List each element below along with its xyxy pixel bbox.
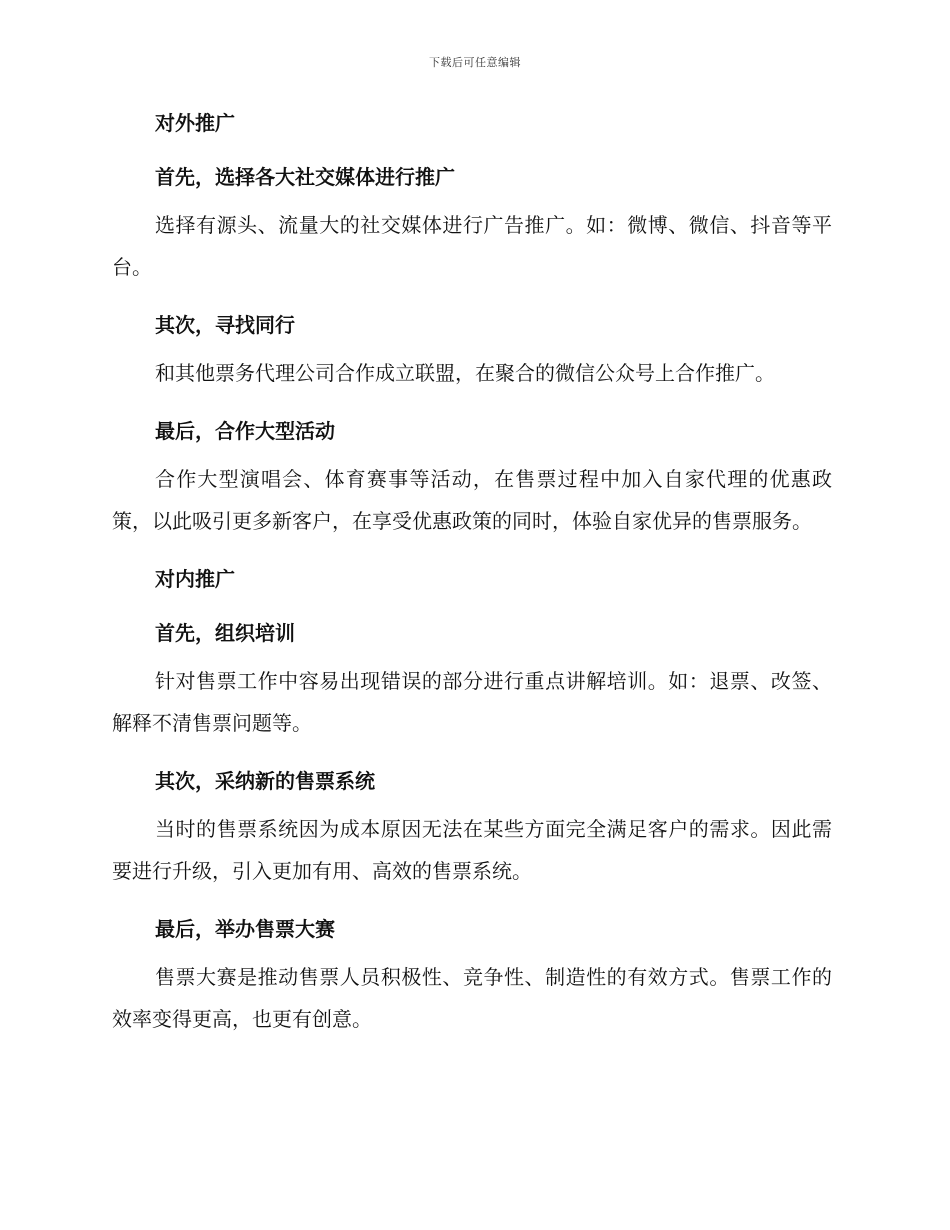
subheading-peers: 其次，寻找同行 — [155, 313, 295, 337]
subheading-social-media: 首先，选择各大社交媒体进行推广 — [155, 165, 455, 189]
subheading-large-events: 最后，合作大型活动 — [155, 419, 335, 443]
paragraph-peers: 和其他票务代理公司合作成立联盟，在聚合的微信公众号上合作推广。 — [155, 361, 775, 385]
header-note: 下载后可任意编辑 — [429, 56, 521, 69]
subheading-training: 首先，组织培训 — [155, 621, 295, 645]
document-body — [112, 106, 832, 1040]
subheading-new-system: 其次，采纳新的售票系统 — [155, 769, 375, 793]
paragraph-new-system: 当时的售票系统因为成本原因无法在某些方面完全满足客户的需求。因此需要进行升级，引入更加有用、高效的售票系统。 — [112, 817, 832, 883]
paragraph-competition: 售票大赛是推动售票人员积极性、竞争性、制造性的有效方式。售票工作的效率变得更高，也更有创意。 — [112, 965, 832, 1031]
paragraph-training: 针对售票工作中容易出现错误的部分进行重点讲解培训。如：退票、改签、解释不清售票问题等。 — [112, 669, 832, 735]
paragraph-social-media: 选择有源头、流量大的社交媒体进行广告推广。如：微博、微信、抖音等平台。 — [112, 213, 832, 279]
section-heading-internal-promotion: 对内推广 — [155, 567, 235, 591]
paragraph-large-events: 合作大型演唱会、体育赛事等活动，在售票过程中加入自家代理的优惠政策，以此吸引更多新客户，在享受优惠政策的同时，体验自家优异的售票服务。 — [112, 467, 832, 533]
section-heading-external-promotion: 对外推广 — [155, 111, 235, 135]
subheading-competition: 最后，举办售票大赛 — [155, 917, 335, 941]
